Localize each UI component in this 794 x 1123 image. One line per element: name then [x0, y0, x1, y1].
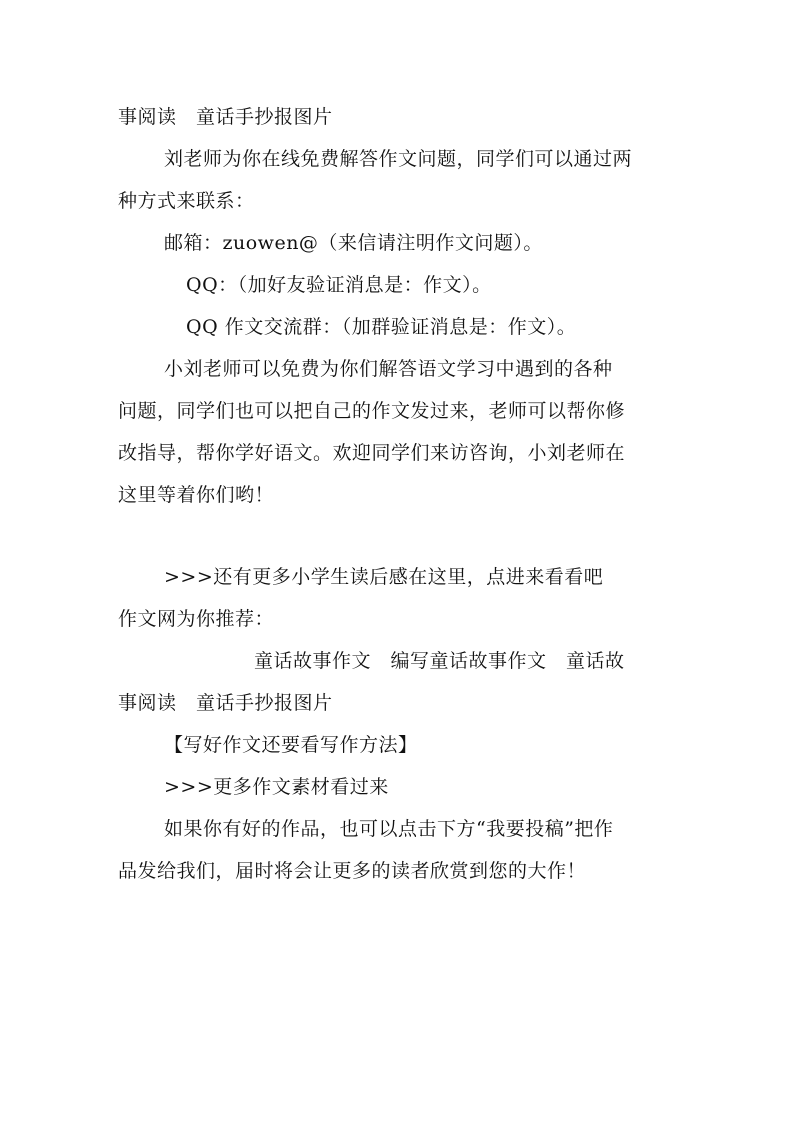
text-line-continuation-1: 事阅读 童话手抄报图片: [118, 106, 333, 128]
text-line-body-1: 小刘老师可以免费为你们解答语文学习中遇到的各种: [164, 358, 613, 380]
text-line-teacher-intro-1: 刘老师为你在线免费解答作文问题，同学们可以通过两: [164, 148, 633, 170]
text-line-body-4: 这里等着你们哟！: [118, 484, 275, 506]
writing-method-link[interactable]: 【写好作文还要看写作方法】: [164, 734, 418, 756]
recommend-links-line-1[interactable]: 童话故事作文 编写童话故事作文 童话故: [254, 650, 625, 672]
text-line-body-2: 问题，同学们也可以把自己的作文发过来，老师可以帮你修: [118, 400, 626, 422]
text-line-teacher-intro-2: 种方式来联系：: [118, 190, 255, 212]
text-line-qq: QQ：（加好友验证消息是：作文）。: [186, 274, 492, 296]
more-materials-link[interactable]: >>>更多作文素材看过来: [164, 776, 389, 798]
recommend-heading: 作文网为你推荐：: [118, 608, 275, 630]
submit-invite-line-1: 如果你有好的作品，也可以点击下方“我要投稿”把作: [164, 818, 614, 840]
text-line-qq-group: QQ 作文交流群：（加群验证消息是：作文）。: [186, 316, 577, 338]
more-reviews-link[interactable]: >>>还有更多小学生读后感在这里，点进来看看吧: [164, 566, 604, 588]
submit-invite-line-2: 品发给我们，届时将会让更多的读者欣赏到您的大作！: [118, 860, 587, 882]
recommend-links-line-2[interactable]: 事阅读 童话手抄报图片: [118, 692, 333, 714]
text-line-body-3: 改指导，帮你学好语文。欢迎同学们来访咨询，小刘老师在: [118, 442, 626, 464]
text-line-email: 邮箱：zuowen@（来信请注明作文问题）。: [164, 232, 543, 254]
